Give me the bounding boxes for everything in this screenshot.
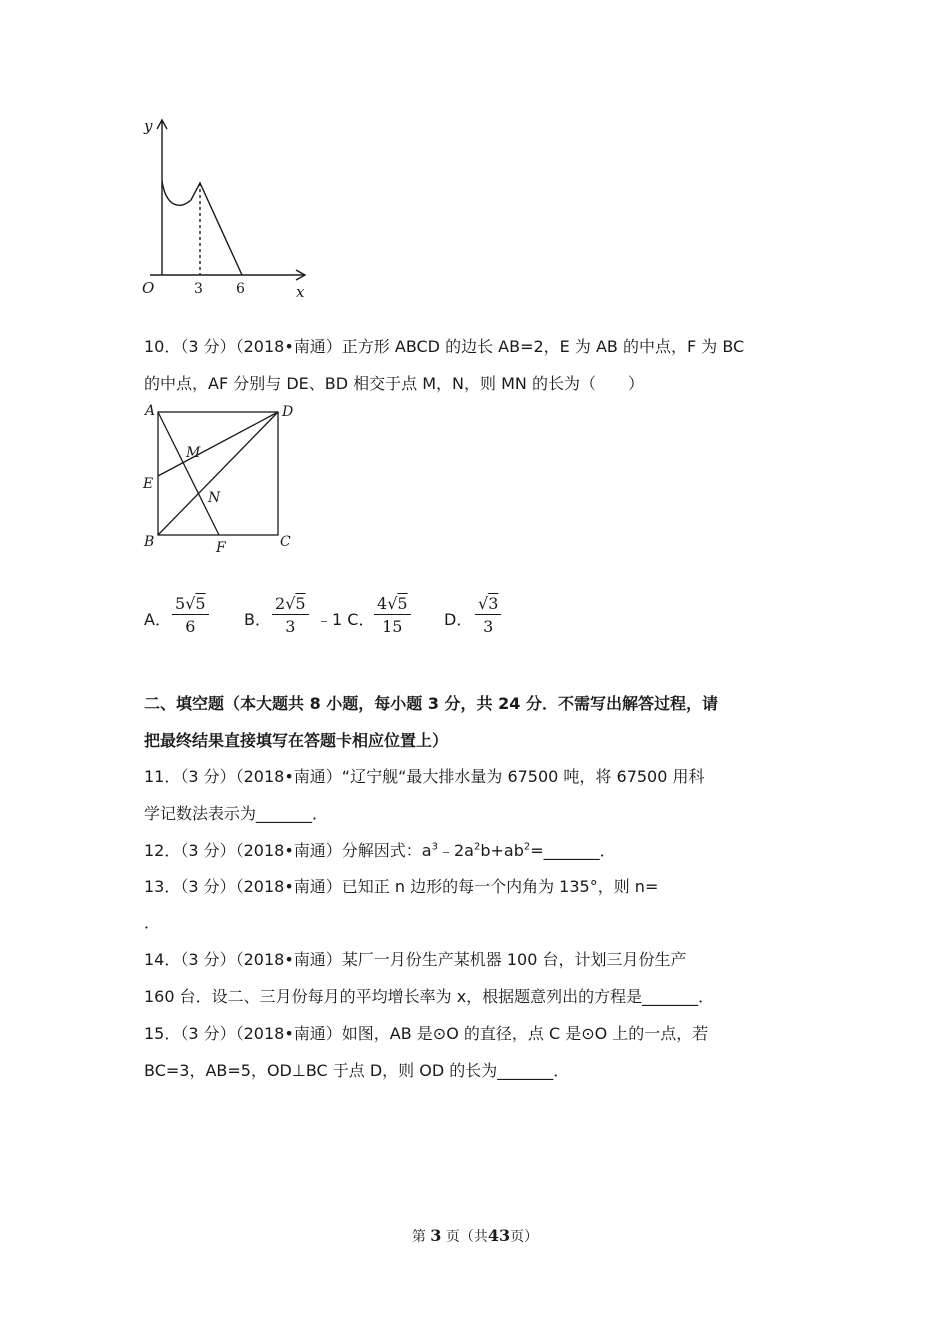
- option-b-radicand: 5: [295, 594, 306, 613]
- graph-origin-label: O: [142, 279, 155, 297]
- segment-de: [158, 412, 278, 476]
- page-footer: [0, 1226, 950, 1246]
- label-m: M: [186, 445, 201, 461]
- option-b-label: B．: [244, 610, 271, 629]
- label-d: D: [282, 404, 294, 420]
- option-a-den: 6: [185, 617, 196, 636]
- label-b: B: [144, 534, 155, 550]
- q11-line2: 学记数法表示为_______．: [144, 804, 329, 823]
- q11-line1: 11．（3 分）（2018•南通）“辽宁舰“最大排水量为 67500 吨，将 67500 用科: [144, 767, 705, 786]
- option-c-den: 15: [382, 617, 403, 636]
- footer-total-pages: 43: [487, 1226, 511, 1245]
- q12-sup2: 2: [473, 841, 481, 853]
- q12-post: =_______．: [530, 841, 616, 860]
- option-c-fraction: $\frac{4√5}{15}$: [374, 594, 411, 636]
- q12-mid1: ﹣2a: [437, 841, 474, 860]
- option-c-coef: 4: [377, 594, 388, 613]
- q15-line1: 15．（3 分）（2018•南通）如图，AB 是⊙O 的直径，点 C 是⊙O 上的一点，若: [144, 1024, 709, 1043]
- segment-af: [158, 412, 219, 535]
- option-b-tail: ﹣1 C．: [316, 610, 375, 629]
- option-a-label: A．: [144, 610, 171, 629]
- q15-line2: BC=3，AB=5，OD⊥BC 于点 D，则 OD 的长为_______．: [144, 1061, 570, 1080]
- option-c-radicand: 5: [397, 594, 408, 613]
- q12-line: [144, 838, 616, 861]
- graph-tick-3: 3: [194, 281, 203, 297]
- segment-bd: [158, 412, 278, 535]
- function-graph: [136, 115, 316, 300]
- section2-heading-line1: 二、填空题（本大题共 8 小题，每小题 3 分，共 24 分．不需写出解答过程，请: [144, 694, 718, 713]
- option-d-label: D．: [444, 610, 473, 629]
- footer-mid: 页（共: [445, 1229, 488, 1245]
- option-b-coef: 2: [275, 594, 286, 613]
- q12-mid2: b+ab: [480, 841, 524, 860]
- label-e: E: [143, 476, 154, 492]
- label-f: F: [216, 540, 226, 556]
- q13-line2: ．: [144, 913, 161, 932]
- label-n: N: [208, 490, 221, 506]
- q14-line1: 14．（3 分）（2018•南通）某厂一月份生产某机器 100 台，计划三月份生产: [144, 950, 687, 969]
- q12-sup3: 2: [523, 841, 531, 853]
- option-a-coef: 5: [175, 594, 186, 613]
- q10-line2: 的中点，AF 分别与 DE、BD 相交于点 M，N，则 MN 的长为（ ）: [144, 374, 644, 393]
- footer-page-number: 3: [430, 1226, 442, 1245]
- curve: [162, 181, 242, 275]
- label-a: A: [145, 403, 156, 419]
- q12-pre: 12．（3 分）（2018•南通）分解因式：a: [144, 841, 432, 860]
- option-a-fraction: $\frac{5√5}{6}$: [172, 594, 209, 636]
- option-d-fraction: $\frac{√3}{3}$: [475, 594, 501, 636]
- footer-pre: 第: [411, 1229, 426, 1245]
- option-d-den: 3: [483, 617, 494, 636]
- q12-sup1: 3: [431, 841, 438, 853]
- q10-line1: 10．（3 分）（2018•南通）正方形 ABCD 的边长 AB=2，E 为 AB 的中点，F 为 BC: [144, 337, 745, 356]
- q13-line1: 13．（3 分）（2018•南通）已知正 n 边形的每一个内角为 135°，则 n=: [144, 877, 659, 896]
- footer-post: 页）: [510, 1229, 539, 1245]
- graph-tick-6: 6: [236, 281, 245, 297]
- option-a-radicand: 5: [195, 594, 206, 613]
- section2-heading-line2: 把最终结果直接填写在答题卡相应位置上）: [144, 731, 449, 750]
- option-d-radicand: 3: [488, 594, 499, 613]
- option-b-den: 3: [285, 617, 296, 636]
- square-diagram: [140, 400, 310, 560]
- q14-line2: 160 台．设二、三月份每月的平均增长率为 x，根据题意列出的方程是_______．: [144, 987, 715, 1006]
- label-c: C: [280, 534, 291, 550]
- graph-y-label: y: [144, 117, 153, 135]
- option-b-fraction: $\frac{2√5}{3}$: [272, 594, 309, 636]
- graph-x-label: x: [296, 283, 305, 300]
